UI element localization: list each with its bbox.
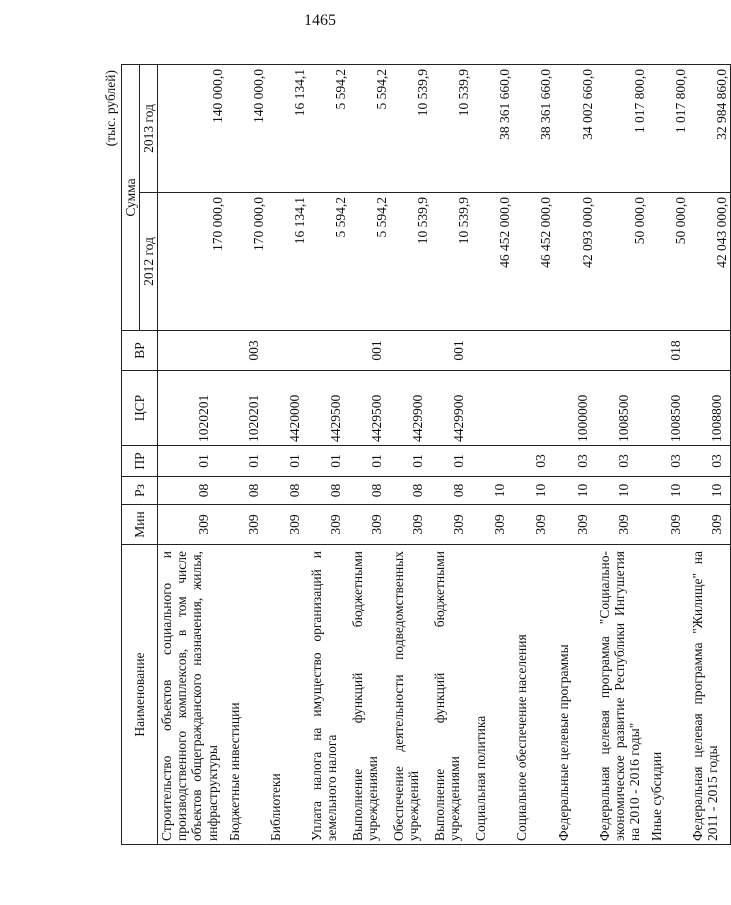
row-name: Федеральная целевая программа "Жилище" на 2011 - 2015 годы — [689, 545, 731, 845]
row-name: Социальная политика — [472, 545, 513, 845]
table-row — [431, 64, 472, 844]
row-csr: 1008500 — [596, 371, 648, 446]
units-label: (тыс. рублей) — [103, 70, 118, 147]
row-pr: 01 — [349, 446, 390, 477]
table-row — [513, 64, 554, 844]
row-name: Иные субсидии — [648, 545, 689, 845]
table-row — [308, 64, 349, 844]
row-min: 309 — [689, 505, 731, 545]
row-pr: 03 — [513, 446, 554, 477]
header-sum: Сумма — [122, 64, 140, 330]
row-rz: 10 — [648, 477, 689, 505]
row-rz: 10 — [513, 477, 554, 505]
row-sum-2013: 1 017 800,0 — [648, 64, 689, 192]
row-rz: 08 — [349, 477, 390, 505]
row-sum-2012: 5 594,2 — [349, 193, 390, 331]
row-sum-2013: 10 539,9 — [390, 64, 431, 192]
row-name: Федеральная целевая программа "Социально-экономическое развитие Республики Ингушетия на 2010 - 2016 годы" — [596, 545, 648, 845]
row-csr: 1020201 — [226, 371, 267, 446]
table-row — [226, 64, 267, 844]
row-vr — [390, 331, 431, 371]
table-row — [555, 64, 596, 844]
row-sum-2012: 42 093 000,0 — [555, 193, 596, 331]
row-rz: 08 — [390, 477, 431, 505]
table-row — [390, 64, 431, 844]
row-sum-2012: 170 000,0 — [158, 193, 226, 331]
table-body — [158, 64, 731, 844]
row-vr — [267, 331, 308, 371]
row-pr: 01 — [267, 446, 308, 477]
row-csr: 4420000 — [267, 371, 308, 446]
row-min: 309 — [308, 505, 349, 545]
row-sum-2013: 140 000,0 — [226, 64, 267, 192]
table-row — [689, 64, 731, 844]
header-year-2013: 2013 год — [140, 64, 158, 192]
table-row — [158, 64, 226, 844]
header-year-2012: 2012 год — [140, 193, 158, 331]
row-min: 309 — [267, 505, 308, 545]
header-csr: ЦСР — [122, 371, 158, 446]
row-vr — [555, 331, 596, 371]
table-header — [122, 64, 158, 844]
row-vr: 018 — [648, 331, 689, 371]
header-pr: ПР — [122, 446, 158, 477]
row-name: Строительство объектов социального и производственного комплексов, в том числе объектов общегражданского назначения, жилья, инфраструктуры — [158, 545, 226, 845]
row-name: Уплата налога на имущество организаций и земельного налога — [308, 545, 349, 845]
row-sum-2013: 1 017 800,0 — [596, 64, 648, 192]
row-sum-2012: 46 452 000,0 — [513, 193, 554, 331]
row-name: Выполнение функций бюджетными учреждениями — [431, 545, 472, 845]
table-row — [648, 64, 689, 844]
row-vr: 001 — [431, 331, 472, 371]
row-min: 309 — [596, 505, 648, 545]
row-rz: 10 — [689, 477, 731, 505]
row-min: 309 — [555, 505, 596, 545]
row-min: 309 — [226, 505, 267, 545]
row-sum-2012: 5 594,2 — [308, 193, 349, 331]
row-pr: 01 — [158, 446, 226, 477]
row-csr: 1000000 — [555, 371, 596, 446]
row-vr — [308, 331, 349, 371]
row-min: 309 — [431, 505, 472, 545]
row-name: Обеспечение деятельности подведомственных учреждений — [390, 545, 431, 845]
row-csr: 4429500 — [308, 371, 349, 446]
row-vr: 003 — [226, 331, 267, 371]
row-pr: 01 — [226, 446, 267, 477]
row-rz: 10 — [596, 477, 648, 505]
table-row — [349, 64, 390, 844]
row-csr: 1020201 — [158, 371, 226, 446]
row-name: Библиотеки — [267, 545, 308, 845]
row-sum-2013: 140 000,0 — [158, 64, 226, 192]
row-name: Социальное обеспечение населения — [513, 545, 554, 845]
row-sum-2012: 50 000,0 — [596, 193, 648, 331]
row-sum-2012: 46 452 000,0 — [472, 193, 513, 331]
row-sum-2013: 10 539,9 — [431, 64, 472, 192]
row-min: 309 — [158, 505, 226, 545]
row-sum-2012: 16 134,1 — [267, 193, 308, 331]
row-pr: 03 — [689, 446, 731, 477]
table-row — [472, 64, 513, 844]
row-min: 309 — [472, 505, 513, 545]
row-vr: 001 — [349, 331, 390, 371]
row-sum-2012: 10 539,9 — [431, 193, 472, 331]
row-min: 309 — [390, 505, 431, 545]
row-csr: 4429500 — [349, 371, 390, 446]
row-rz: 08 — [308, 477, 349, 505]
row-vr — [472, 331, 513, 371]
row-pr — [472, 446, 513, 477]
row-sum-2012: 10 539,9 — [390, 193, 431, 331]
row-pr: 01 — [308, 446, 349, 477]
row-sum-2013: 34 002 660,0 — [555, 64, 596, 192]
row-sum-2013: 38 361 660,0 — [513, 64, 554, 192]
header-name: Наименование — [122, 545, 158, 845]
row-csr — [513, 371, 554, 446]
row-csr: 1008800 — [689, 371, 731, 446]
row-vr — [596, 331, 648, 371]
row-sum-2012: 42 043 000,0 — [689, 193, 731, 331]
row-name: Федеральные целевые программы — [555, 545, 596, 845]
row-rz: 08 — [267, 477, 308, 505]
row-csr: 1008500 — [648, 371, 689, 446]
row-rz: 10 — [555, 477, 596, 505]
page-number: 1465 — [304, 12, 336, 29]
row-sum-2013: 16 134,1 — [267, 64, 308, 192]
row-min: 309 — [648, 505, 689, 545]
row-min: 309 — [513, 505, 554, 545]
row-sum-2013: 32 984 860,0 — [689, 64, 731, 192]
row-rz: 08 — [158, 477, 226, 505]
table-row — [267, 64, 308, 844]
row-sum-2012: 170 000,0 — [226, 193, 267, 331]
row-csr: 4429900 — [431, 371, 472, 446]
row-min: 309 — [349, 505, 390, 545]
row-sum-2013: 38 361 660,0 — [472, 64, 513, 192]
row-pr: 01 — [431, 446, 472, 477]
row-name: Бюджетные инвестиции — [226, 545, 267, 845]
row-sum-2013: 5 594,2 — [308, 64, 349, 192]
row-vr — [689, 331, 731, 371]
row-sum-2013: 5 594,2 — [349, 64, 390, 192]
header-min: Мин — [122, 505, 158, 545]
budget-table — [121, 64, 731, 845]
row-pr: 01 — [390, 446, 431, 477]
row-rz: 08 — [226, 477, 267, 505]
header-rz: Рз — [122, 477, 158, 505]
row-csr: 4429900 — [390, 371, 431, 446]
row-pr: 03 — [596, 446, 648, 477]
row-sum-2012: 50 000,0 — [648, 193, 689, 331]
row-csr — [472, 371, 513, 446]
row-pr: 03 — [555, 446, 596, 477]
row-name: Выполнение функций бюджетными учреждениями — [349, 545, 390, 845]
row-vr — [513, 331, 554, 371]
row-rz: 10 — [472, 477, 513, 505]
row-pr: 03 — [648, 446, 689, 477]
table-row — [596, 64, 648, 844]
row-rz: 08 — [431, 477, 472, 505]
row-vr — [158, 331, 226, 371]
header-vr: ВР — [122, 331, 158, 371]
rotated-table-page — [103, 50, 730, 860]
